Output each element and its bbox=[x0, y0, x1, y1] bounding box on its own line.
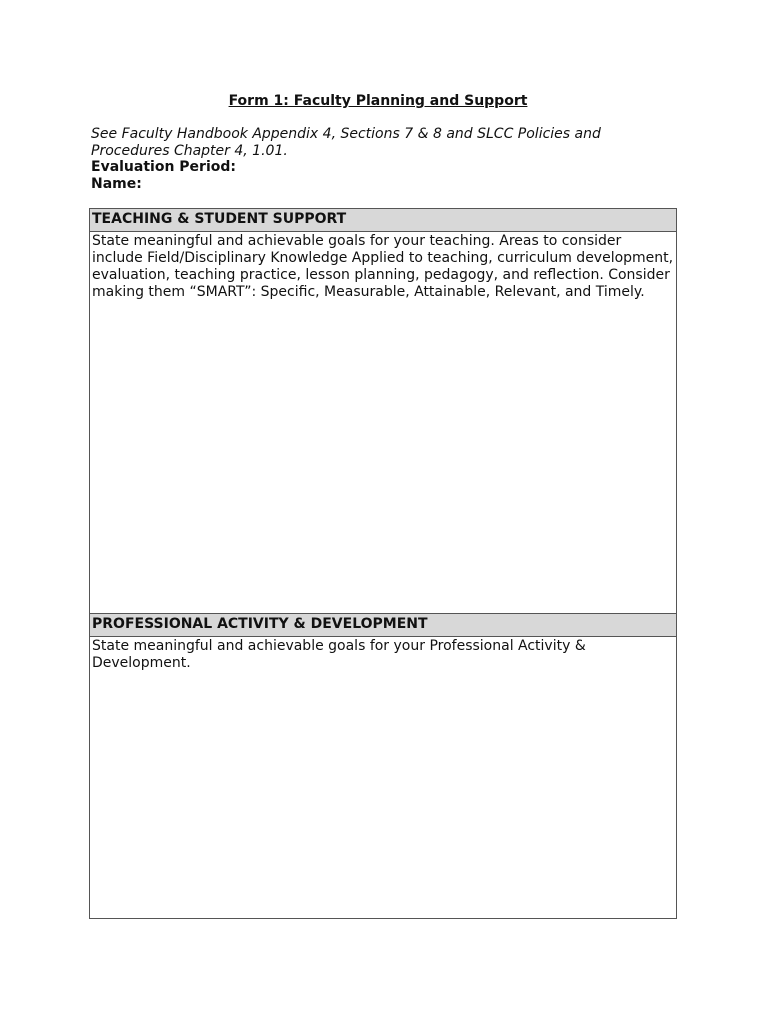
goals-table bbox=[89, 208, 677, 919]
teaching-goals-cell[interactable]: State meaningful and achievable goals for your teaching. Areas to consider include Field/Disciplinary Knowledge Applied to teaching, curriculum development, evaluation, teaching practice, lesson planning, pedagogy, and reflection. Consider making them “SMART”: Specific, Measurable, Attainable, Relevant, and Timely. bbox=[90, 232, 676, 614]
professional-section-heading: PROFESSIONAL ACTIVITY & DEVELOPMENT bbox=[90, 614, 676, 637]
handbook-reference: See Faculty Handbook Appendix 4, Sections 7 & 8 and SLCC Policies and Procedures Chapter 4, 1.01. bbox=[91, 126, 601, 159]
professional-goals-cell[interactable]: State meaningful and achievable goals for your Professional Activity & Development. bbox=[92, 638, 586, 671]
name-label: Name: bbox=[91, 176, 142, 192]
form-title: Form 1: Faculty Planning and Support bbox=[228, 93, 528, 109]
teaching-section-heading: TEACHING & STUDENT SUPPORT bbox=[90, 209, 676, 232]
evaluation-period-label: Evaluation Period: bbox=[91, 159, 236, 175]
